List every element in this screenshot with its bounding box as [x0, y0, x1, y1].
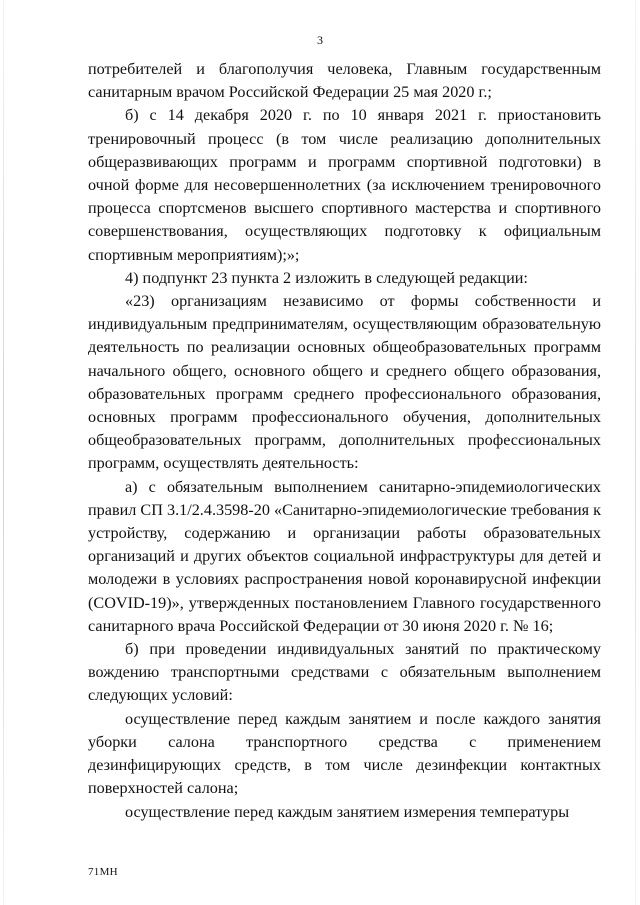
- paragraph-continuation: потребителей и благополучия человека, Главным государственным санитарным врачом Российской Федерации 25 мая 2020 г.;: [88, 60, 601, 102]
- paragraph-temperature-condition: осуществление перед каждым занятием измерения температуры: [125, 802, 570, 821]
- paragraph-subitem-a-sanitary-rules: а) с обязательным выполнением санитарно-эпидемиологических правил СП 3.1/2.4.3598-20 «Санитарно-эпидемиологические требования к устройству, содержанию и организации работы образовательных организаций и других объектов социальной инфраструктуры для детей и молодежи в условиях распространения новой коронавирусной инфекции (COVID-19)», утвержденных постановлением Главного государственного санитарного врача Российской Федерации от 30 июня 2020 г. № 16;: [88, 477, 601, 635]
- footer-document-code: 71МН: [88, 866, 118, 878]
- paragraph-subitem-b-driving: б) при проведении индивидуальных занятий по практическому вождению транспортными средствами с обязательным выполнением следующих условий:: [88, 640, 601, 705]
- page-number: 3: [317, 33, 323, 47]
- paragraph-subpoint-23: «23) организациям независимо от формы собственности и индивидуальным предпринимателям, осуществляющим образовательную деятельность по реализации основных общеобразовательных программ начального общего, основного общего и среднего общего образования, образовательных программ среднего профессионального образования, основных программ профессионального обучения, дополнительных общеобразовательных программ, дополнительных профессиональных программ, осуществлять деятельность:: [88, 292, 601, 473]
- paragraph-subitem-b-training: б) с 14 декабря 2020 г. по 10 января 2021 г. приостановить тренировочный процесс (в том числе реализацию дополнительных общеразвивающих программ и программ спортивной подготовки) в очной форме для несовершеннолетних (за исключением тренировочного процесса спортсменов высшего спортивного мастерства и спортивного совершенствования, осуществляющих подготовку к официальным спортивным мероприятиям);»;: [88, 106, 601, 264]
- scan-edge-right: [635, 0, 636, 905]
- paragraph-item-4: 4) подпункт 23 пункта 2 изложить в следующей редакции:: [125, 268, 528, 287]
- paragraph-cleaning-condition: осуществление перед каждым занятием и после каждого занятия уборки салона транспортного средства с применением дезинфицирующих средств, в том числе дезинфекции контактных поверхностей салона;: [88, 709, 601, 798]
- scan-edge-left: [3, 0, 4, 905]
- document-body: [88, 58, 601, 824]
